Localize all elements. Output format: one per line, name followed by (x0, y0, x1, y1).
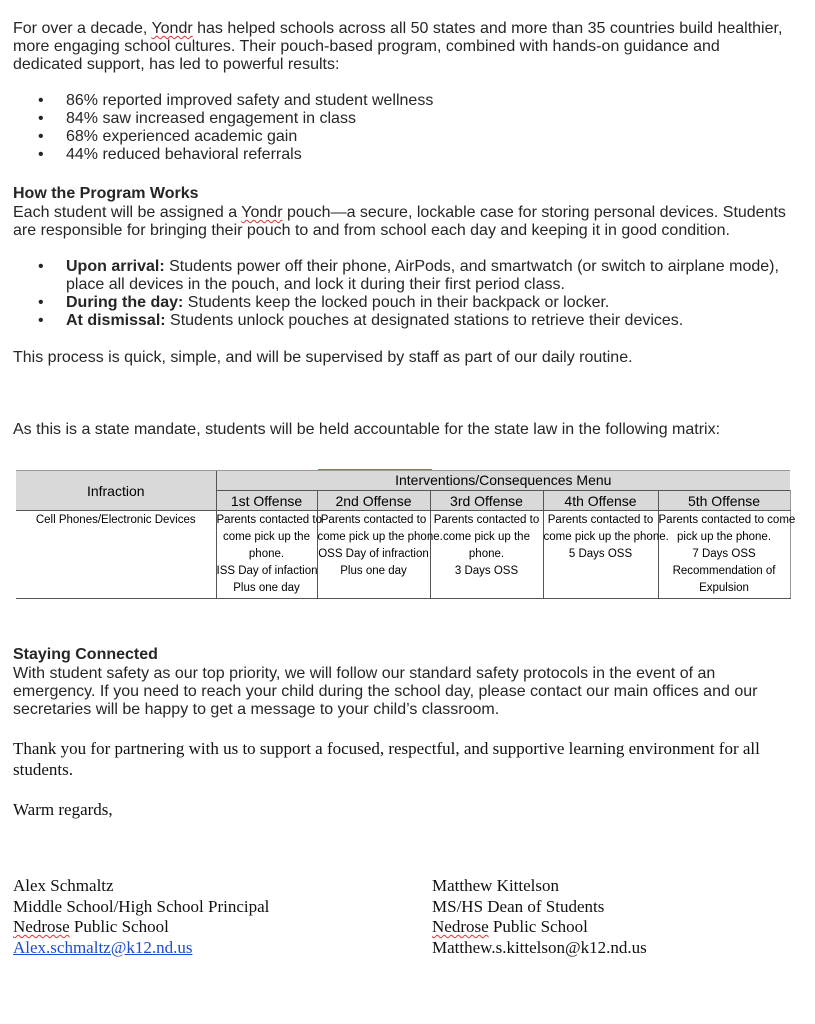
signer-title: Middle School/High School Principal (13, 896, 270, 916)
closing: Warm regards, (13, 800, 113, 819)
cell-line: phone. (248, 548, 285, 560)
cell-line: Plus one day (233, 582, 300, 594)
offense-cell-1 (216, 511, 322, 599)
list-item: • 84% saw increased engagement in class (13, 110, 793, 128)
offense-header: 2nd Offense (317, 491, 430, 511)
list-item (13, 294, 793, 312)
offense-header: 1st Offense (216, 491, 317, 511)
school-name: Nedrose (432, 917, 489, 936)
cell-line: Parents contacted to come (658, 514, 796, 526)
signature-block-principal (13, 876, 269, 958)
cell-line: come pick up the (223, 531, 310, 543)
step-label: At dismissal: (66, 312, 166, 329)
cell-line: come pick up the phone. (543, 531, 669, 543)
thanks-paragraph: Thank you for partnering with us to support a focused, respectful, and supportive learning environment for all students. (13, 739, 760, 779)
menu-header: Interventions/Consequences Menu (216, 471, 790, 491)
signature-block-dean (432, 876, 647, 958)
intro-text: For over a decade, (13, 20, 152, 37)
program-paragraph (13, 204, 793, 240)
offense-cell-5 (658, 511, 796, 599)
offense-cell-4 (543, 511, 669, 599)
infraction-header: Infraction (16, 471, 216, 511)
cell-line: come pick up the (443, 531, 530, 543)
offense-cell-3 (430, 511, 543, 599)
intro-text-cont: has helped schools across all 50 states and more than 35 countries build healthier, more engaging school cultures. Their pouch-based program, combined with hands-on guidance and dedicated support, has led to powerful results: (13, 20, 783, 73)
step-text: Students keep the locked pouch in their backpack or locker. (183, 294, 610, 311)
list-item (13, 258, 793, 294)
signer-title: MS/HS Dean of Students (432, 896, 605, 916)
school-name-rest: Public School (69, 917, 169, 936)
intro-paragraph (13, 20, 793, 74)
brand-name: Yondr (151, 20, 193, 37)
connected-paragraph: With student safety as our top priority, we will follow our standard safety protocols in the event of an emergency. If you need to reach your child during the school day, please contact our main offices and our secretaries will be happy to get a message to your child’s classroom. (13, 665, 758, 718)
cell-line: ISS Day of infaction (216, 565, 318, 577)
program-steps (13, 258, 793, 330)
cell-line: phone. (468, 548, 505, 560)
cell-line: Expulsion (699, 582, 749, 594)
school-name-rest: Public School (488, 917, 588, 936)
cell-line: 5 Days OSS (568, 548, 633, 560)
step-label: During the day: (66, 294, 184, 311)
signer-name: Alex Schmaltz (13, 876, 114, 895)
step-text: Students power off their phone, AirPods, and smartwatch (or switch to airplane mode), place all devices in the pouch, and lock it during their first period class. (66, 258, 779, 293)
mandate-statement: As this is a state mandate, students will be held accountable for the state law in the following matrix: (13, 421, 721, 438)
list-item: • 86% reported improved safety and student wellness (13, 92, 793, 110)
cell-line: Plus one day (340, 565, 407, 577)
step-text: Students unlock pouches at designated stations to retrieve their devices. (165, 312, 684, 329)
cell-line: 3 Days OSS (454, 565, 519, 577)
program-text-cont: pouch—a secure, lockable case for storing personal devices. Students are responsible for bringing their pouch to and from school each day and keeping it in good condition. (13, 204, 786, 239)
cell-line: OSS Day of infraction (318, 548, 429, 560)
table-row (16, 511, 790, 599)
process-summary: This process is quick, simple, and will be supervised by staff as part of our daily routine. (13, 349, 633, 366)
signer-school (13, 917, 269, 938)
signer-email: Matthew.s.kittelson@k12.nd.us (432, 937, 647, 957)
infraction-label: Cell Phones/Electronic Devices (16, 511, 216, 599)
signer-school (432, 917, 647, 938)
cell-line: 7 Days OSS (692, 548, 756, 560)
list-item: • 44% reduced behavioral referrals (13, 146, 793, 164)
list-item: • 68% experienced academic gain (13, 128, 793, 146)
connected-heading: Staying Connected (13, 646, 158, 663)
brand-name: Yondr (241, 204, 283, 221)
cell-line: Parents contacted to (547, 514, 654, 526)
school-name: Nedrose (13, 917, 70, 936)
program-heading: How the Program Works (13, 185, 199, 202)
cell-line: pick up the phone. (677, 531, 772, 543)
cell-line: Parents contacted to (320, 514, 427, 526)
offense-header: 3rd Offense (430, 491, 543, 511)
cell-line: Recommendation of (672, 565, 776, 577)
cell-line: Parents contacted to (433, 514, 540, 526)
results-list (13, 92, 793, 164)
signer-name: Matthew Kittelson (432, 876, 560, 895)
cell-line: come pick up the phone. (317, 531, 443, 543)
offense-cell-2 (317, 511, 443, 599)
list-item (13, 312, 793, 330)
cell-line: Parents contacted to (216, 514, 322, 526)
offense-header: 5th Offense (658, 491, 790, 511)
consequences-matrix (16, 470, 796, 599)
offense-header: 4th Offense (543, 491, 658, 511)
program-text: Each student will be assigned a (13, 204, 242, 221)
email-link[interactable]: Alex.schmaltz@k12.nd.us (13, 937, 193, 957)
step-label: Upon arrival: (66, 258, 165, 275)
